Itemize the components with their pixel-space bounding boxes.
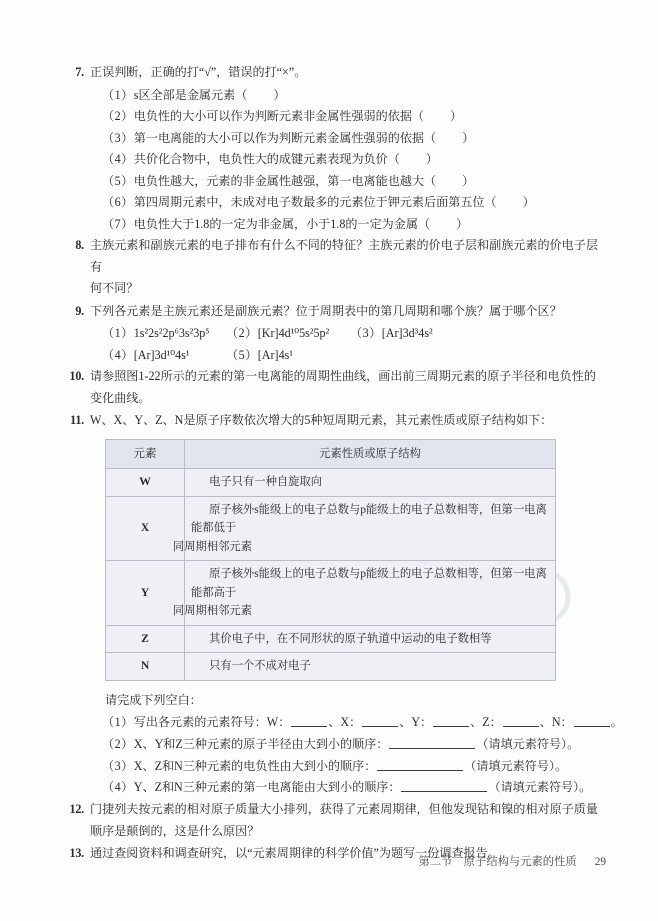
item-label: （7）	[102, 216, 134, 231]
answer-blank[interactable]	[389, 736, 475, 749]
element-symbol: N	[106, 653, 185, 681]
item-label: （1）	[102, 715, 134, 729]
item-end: 。	[610, 715, 623, 729]
question-number: 9.	[75, 303, 84, 318]
fill-in-lead: 请完成下列空白：	[105, 692, 202, 707]
item-text: 写出各元素的元素符号：W：	[133, 715, 291, 729]
description-line-1: 电子只有一种自旋取向	[209, 476, 323, 488]
answer-blank-x[interactable]	[362, 714, 398, 727]
item-text: 第四周期元素中，未成对电子数最多的元素位于钾元素后面第五位（	[133, 195, 497, 209]
question-7-item-4	[62, 149, 602, 171]
question-line-1: 通过查阅资料和调查研究，以“元素周期律的科学价值”为题写一份调查报告。	[90, 846, 500, 861]
item-text: Y、Z和N三种元素的第一电离能由大到小的顺序：	[133, 780, 401, 795]
electron-configuration: [Ar]3d³4s²	[381, 326, 433, 340]
electron-configuration: [Ar]3d¹⁰4s¹	[133, 347, 190, 362]
element-symbol: W	[106, 469, 185, 497]
question-number: 13.	[69, 846, 84, 861]
element-symbol: X	[106, 496, 185, 561]
question-stem: 正误判断，正确的打“√”，错误的打“×”。	[90, 65, 307, 79]
question-11	[62, 410, 602, 432]
item-label: （2）	[226, 326, 258, 340]
question-7-item-5	[62, 171, 602, 193]
item-label: （3）	[102, 130, 134, 145]
answer-blank-n[interactable]	[574, 714, 610, 727]
item-label: （3）	[350, 326, 382, 340]
question-9	[62, 301, 602, 323]
question-line-2: 变化曲线。	[90, 390, 151, 405]
item-note: （请填元素符号）。	[476, 736, 580, 751]
element-symbol: Y	[106, 561, 185, 626]
question-9-configs-row-1	[62, 323, 602, 345]
question-7-item-1	[62, 85, 602, 107]
table-row	[106, 653, 556, 681]
item-label: （4）	[102, 780, 134, 795]
config-item-4	[102, 345, 226, 367]
question-line-1: 请参照图1-22所示的元素的第一电离能的周期性曲线，画出前三周期元素的原子半径和电负性的	[90, 369, 596, 383]
config-item-1	[102, 323, 226, 345]
element-description	[185, 653, 556, 681]
item-close: ）	[456, 216, 469, 231]
item-close: ）	[425, 152, 438, 166]
item-label: （1）	[102, 326, 134, 340]
item-text: X、Y和Z三种元素的原子半径由大到小的顺序：	[133, 736, 389, 751]
item-label: （5）	[102, 173, 134, 188]
element-description	[185, 625, 556, 653]
question-7-item-2	[62, 106, 602, 128]
item-label: （6）	[102, 195, 134, 209]
config-item-5	[226, 345, 350, 367]
table-header-row	[106, 439, 556, 469]
question-number: 11.	[70, 413, 84, 427]
config-spacer	[350, 345, 602, 367]
question-body	[90, 235, 602, 300]
question-number: 12.	[69, 802, 84, 817]
electron-configuration: [Kr]4d¹⁰5s²5p²	[257, 326, 330, 340]
description-line-1: 只有一个不成对电子	[209, 660, 311, 672]
element-description	[172, 496, 556, 561]
item-close: ）	[450, 109, 463, 123]
fill-in-item-1	[62, 712, 623, 734]
page-content	[62, 62, 623, 866]
answer-blank[interactable]	[401, 779, 487, 792]
page-footer	[0, 853, 606, 869]
fill-in-item-2	[62, 734, 602, 756]
config-item-3	[350, 323, 602, 345]
question-7-item-7	[62, 214, 602, 236]
item-label: （5）	[226, 347, 258, 362]
item-text: 共价化合物中，电负性大的成键元素表现为负价（	[133, 152, 400, 166]
column-header-element: 元素	[106, 439, 185, 469]
element-description	[185, 469, 556, 497]
description-line-1: 其价电子中，在不同形状的原子轨道中运动的电子数相等	[209, 632, 492, 645]
question-body	[90, 366, 602, 409]
question-10	[62, 366, 602, 409]
table-row	[106, 496, 556, 561]
answer-blank[interactable]	[377, 758, 463, 771]
answer-blank-z[interactable]	[503, 714, 539, 727]
element-properties-table	[105, 439, 556, 681]
electron-configuration: [Ar]4s¹	[257, 347, 293, 362]
element-properties-table-wrapper	[62, 439, 602, 681]
fill-in-item-3	[62, 756, 602, 778]
question-8	[62, 235, 602, 300]
page-number: 29	[594, 856, 606, 868]
question-line-2: 顺序是颠倒的，这是什么原因？	[90, 823, 260, 838]
table-row	[106, 469, 556, 497]
answer-blank-y[interactable]	[433, 714, 469, 727]
item-text: 电负性大于1.8的一定为非金属，小于1.8的一定为金属（	[133, 216, 431, 231]
item-label: （4）	[102, 347, 134, 362]
item-text: 电负性越大，元素的非金属性越强，第一电离能也越大（	[133, 173, 437, 188]
description-line-1: 原子核外s能级上的电子总数与p能级上的电子总数相等，但第一电离能都低于	[191, 503, 547, 534]
item-close: ）	[273, 87, 286, 102]
question-stem: 下列各元素是主族元素还是副族元素？位于周期表中的第几周期和哪个族？属于哪个区？	[90, 303, 562, 318]
table-body	[106, 469, 556, 681]
question-12	[62, 799, 602, 842]
item-note: （请填元素符号）。	[488, 780, 592, 795]
answer-blank-w[interactable]	[291, 714, 327, 727]
description-line-2: 同周期相邻元素	[172, 540, 253, 553]
item-close: ）	[522, 195, 535, 209]
item-text: X、Z和N三种元素的电负性由大到小的顺序：	[133, 758, 377, 773]
item-sep: 、X：	[328, 715, 362, 729]
table-row	[106, 625, 556, 653]
question-number: 7.	[75, 65, 84, 79]
table-head	[106, 439, 556, 469]
item-text: 电负性的大小可以作为判断元素非金属性强弱的依据（	[133, 109, 425, 123]
question-line-2: 何不同？	[90, 281, 139, 295]
item-label: （2）	[102, 109, 134, 123]
item-sep: 、Y：	[399, 715, 433, 729]
footer-section-title: 第二节 原子结构与元素的性质	[418, 856, 577, 868]
electron-configuration: 1s²2s²2p⁶3s²3p⁵	[133, 326, 210, 340]
item-sep: 、N：	[539, 715, 573, 729]
question-line-1: 门捷列夫按元素的相对原子质量大小排列，获得了元素周期律，但他发现钴和镍的相对原子质量	[90, 802, 598, 817]
item-label: （3）	[102, 758, 134, 773]
item-label: （2）	[102, 736, 134, 751]
column-header-description: 元素性质或原子结构	[185, 439, 556, 469]
item-text: 第一电离能的大小可以作为判断元素金属性强弱的依据（	[133, 130, 437, 145]
question-body	[90, 799, 602, 842]
config-item-2	[226, 323, 350, 345]
element-symbol: Z	[106, 625, 185, 653]
description-line-1: 原子核外s能级上的电子总数与p能级上的电子总数相等，但第一电离能都高于	[191, 568, 547, 599]
item-text: s区全部是金属元素（	[133, 87, 248, 102]
element-description	[172, 561, 556, 626]
question-9-configs-row-2	[62, 345, 602, 367]
question-number: 10.	[69, 369, 84, 383]
item-label: （1）	[102, 87, 134, 102]
item-close: ）	[462, 130, 475, 145]
item-sep: 、Z：	[470, 715, 502, 729]
question-7-item-3	[62, 128, 602, 150]
question-7-item-6	[62, 192, 602, 214]
item-close: ）	[462, 173, 475, 188]
question-number: 8.	[75, 238, 84, 252]
description-line-2: 同周期相邻元素	[172, 605, 253, 617]
question-7	[62, 62, 602, 84]
table-row	[106, 561, 556, 626]
item-note: （请填元素符号）。	[464, 758, 568, 773]
fill-in-item-4	[62, 777, 602, 799]
item-label: （4）	[102, 152, 134, 166]
question-stem: W、X、Y、Z、N是原子序数依次增大的5种短周期元素，其元素性质或原子结构如下：	[90, 413, 553, 427]
question-line-1: 主族元素和副族元素的电子排布有什么不同的特征？主族元素的价电子层和副族元素的价电子层有	[90, 238, 598, 274]
